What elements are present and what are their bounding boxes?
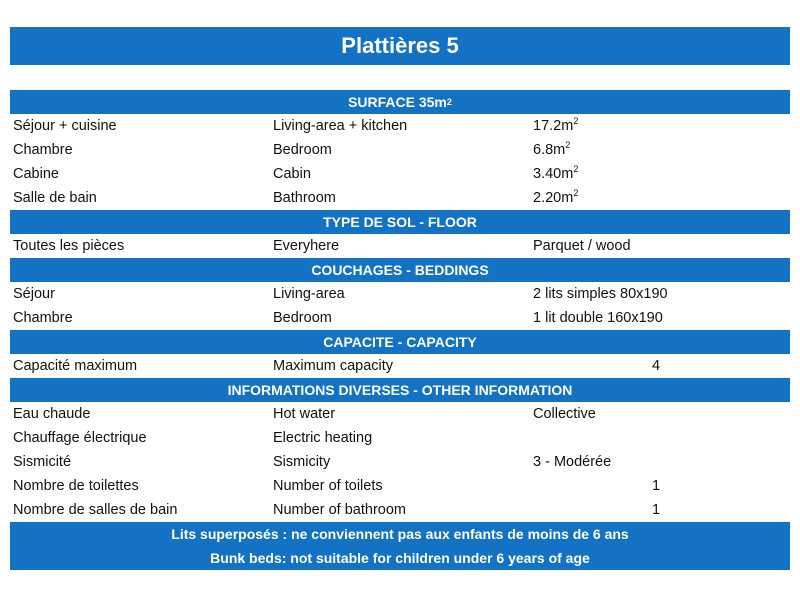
label-en: Hot water <box>273 406 336 422</box>
section-header-info: INFORMATIONS DIVERSES - OTHER INFORMATION <box>10 378 790 402</box>
label-fr: Chambre <box>13 310 73 326</box>
label-en: Number of bathroom <box>273 502 406 518</box>
label-fr: Chambre <box>13 142 73 158</box>
warning-line-en: Bunk beds: not suitable for children under 6 years of age <box>210 550 590 566</box>
label-fr: Séjour <box>13 286 55 302</box>
value: 4 <box>652 358 661 374</box>
table-row <box>10 354 790 378</box>
label-fr: Chauffage électrique <box>13 430 147 446</box>
value: 3 - Modérée <box>533 454 612 470</box>
value-text: 6.8m <box>533 142 566 158</box>
table-row <box>10 114 790 138</box>
label-en: Maximum capacity <box>273 358 394 374</box>
table-row <box>10 450 790 474</box>
value-sup: 2 <box>573 164 579 174</box>
surface-header-text: SURFACE 35m <box>348 94 447 110</box>
value: 1 <box>652 478 661 494</box>
value-sup: 2 <box>573 116 579 126</box>
label-en: Bedroom <box>273 310 332 326</box>
section-header-floor: TYPE DE SOL - FLOOR <box>10 210 790 234</box>
info-sheet <box>10 90 790 570</box>
page-title: Plattières 5 <box>10 27 790 65</box>
label-fr: Cabine <box>13 166 59 182</box>
table-row <box>10 426 790 450</box>
label-fr: Séjour + cuisine <box>13 118 117 134</box>
label-en: Number of toilets <box>273 478 383 494</box>
value: 1 <box>652 502 661 518</box>
section-header-capacity: CAPACITE - CAPACITY <box>10 330 790 354</box>
label-fr: Nombre de toilettes <box>13 478 139 494</box>
section-header-surface: SURFACE 35m 2 <box>10 90 790 114</box>
warning-line-fr: Lits superposés : ne conviennent pas aux enfants de moins de 6 ans <box>171 526 629 542</box>
label-fr: Toutes les pièces <box>13 238 125 254</box>
value-text: 3.40m <box>533 166 574 182</box>
label-en: Cabin <box>273 166 311 182</box>
value: Parquet / wood <box>533 238 631 254</box>
value: 1 lit double 160x190 <box>533 310 663 326</box>
label-en: Electric heating <box>273 430 373 446</box>
label-fr: Nombre de salles de bain <box>13 502 178 518</box>
value-text: 17.2m <box>533 118 574 134</box>
value <box>530 166 790 182</box>
value-sup: 2 <box>565 140 571 150</box>
value-sup: 2 <box>573 188 579 198</box>
label-en: Living-area + kitchen <box>273 118 408 134</box>
value-text: 2.20m <box>533 190 574 206</box>
label-en: Sismicity <box>273 454 331 470</box>
value: Collective <box>533 406 596 422</box>
table-row <box>10 162 790 186</box>
value: 2 lits simples 80x190 <box>533 286 668 302</box>
table-row <box>10 186 790 210</box>
table-row <box>10 138 790 162</box>
label-en: Everyhere <box>273 238 340 254</box>
label-fr: Salle de bain <box>13 190 97 206</box>
value <box>530 118 790 134</box>
label-en: Bathroom <box>273 190 336 206</box>
section-header-beddings: COUCHAGES - BEDDINGS <box>10 258 790 282</box>
label-en: Living-area <box>273 286 345 302</box>
label-fr: Eau chaude <box>13 406 91 422</box>
table-row <box>10 306 790 330</box>
table-row <box>10 234 790 258</box>
table-row <box>10 282 790 306</box>
table-row <box>10 498 790 522</box>
value <box>530 190 790 206</box>
label-fr: Capacité maximum <box>13 358 138 374</box>
table-row <box>10 402 790 426</box>
table-row <box>10 474 790 498</box>
value <box>530 142 790 158</box>
label-fr: Sismicité <box>13 454 72 470</box>
warning-footer <box>10 522 790 570</box>
label-en: Bedroom <box>273 142 332 158</box>
